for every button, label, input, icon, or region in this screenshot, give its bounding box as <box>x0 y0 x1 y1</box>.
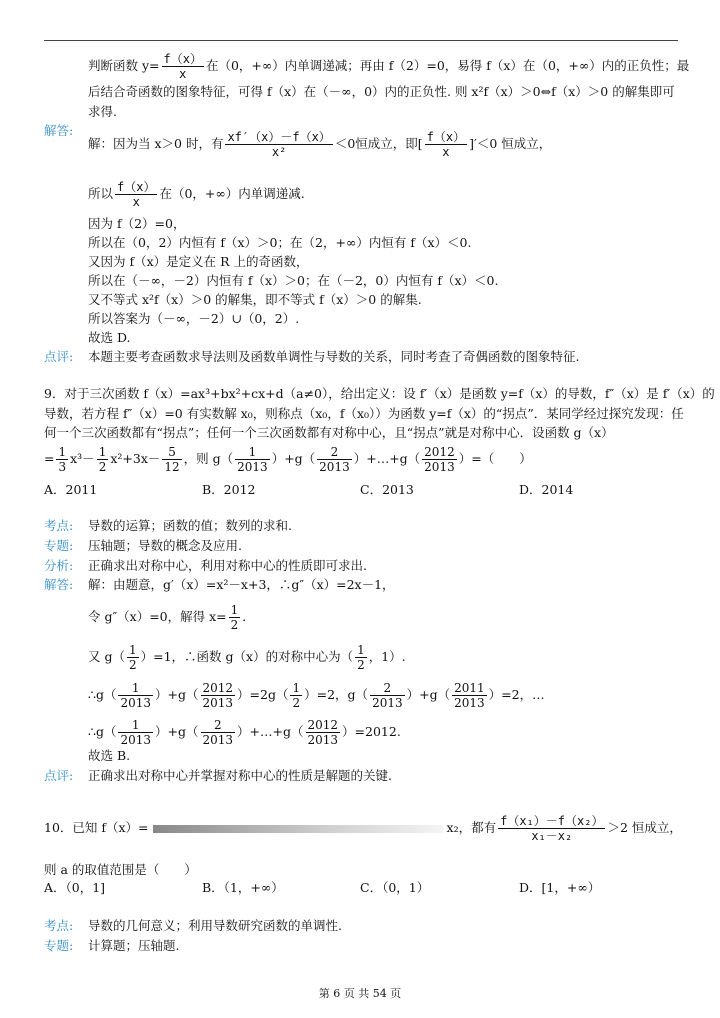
analysis-line-3: 求得. <box>88 104 117 119</box>
solution-label: 解答: <box>44 123 74 138</box>
q9-fenxi: 正确求出对称中心，利用对称中心的性质即可求出. <box>88 558 367 573</box>
comment-text: 本题主要考查函数求导法则及函数单调性与导数的关系，同时考查了奇偶函数的图象特征. <box>88 349 580 364</box>
q10-option-a: A．（0，1] <box>44 880 106 895</box>
solution-line-4: 所以在（0，2）内恒有 f（x）＞0；在（2，+∞）内恒有 f（x）＜0. <box>88 235 472 250</box>
q9-dianping-label: 点评: <box>44 768 74 783</box>
solution-line-7: 又不等式 x²f（x）＞0 的解集，即不等式 f（x）＞0 的解集. <box>88 292 422 307</box>
q10-zhuanti: 计算题；压轴题. <box>88 938 180 953</box>
q9-fenxi-label: 分析: <box>44 558 74 573</box>
comment-label: 点评: <box>44 349 74 364</box>
q9-solution-3: 又 g（ $\frac{1}{2}$ ）=1，∴函数 g（x）的对称中心为（ $\frac{1}{2}$ ，1）. <box>88 643 406 672</box>
q10-line-2: 则 a 的取值范围是（ ） <box>44 862 197 877</box>
solution-line-1: 解：因为当 x＞0 时，有 $\frac{xf'(x)-f(x)}{\text{x²}}$ ＜0恒成立，即[ $\frac{f(x)}{x}$ ]′＜0 恒成立， <box>88 130 552 159</box>
solution-line-2: 所以 $\frac{f(x)}{x}$ 在（0，+∞）内单调递减. <box>88 180 305 209</box>
solution-line-9: 故选 D. <box>88 330 131 345</box>
header-rule <box>44 40 678 41</box>
page-footer: 第 6 页 共 54 页 <box>318 987 402 1000</box>
q10-line-1: 10．已知 f（x）= x₂，都有 $\frac{\text{f（x₁）－f（x₂）}}{\text{x₁－x₂}}$ ＞2 恒成立， <box>44 814 682 843</box>
q10-kaodian: 导数的几何意义；利用导数研究函数的单调性. <box>88 918 342 933</box>
q10-option-c: C．（0，1） <box>360 880 430 895</box>
q9-solution-6: 故选 B. <box>88 748 131 763</box>
solution-line-6: 所以在（－∞，－2）内恒有 f（x）＞0；在（－2，0）内恒有 f（x）＜0. <box>88 273 499 288</box>
analysis-line-1: 判断函数 y= $\frac{f(x)}{x}$ 在（0，+∞）内单调递减；再由 f（2）=0，易得 f（x）在（0，+∞）内的正负性；最 <box>88 52 690 81</box>
q9-solution-4: ∴g（ $\frac{1}{2013}$ ）+g（ $\frac{2012}{2013}$ ）=2g（ $\frac{1}{2}$ ）=2，g（ $\frac{2}{2013}$ ）+g（ $\frac{2011}{2013}$ ）=2，… <box>88 681 545 710</box>
q10-zhuanti-label: 专题: <box>44 938 74 953</box>
q9-option-b: B．2012 <box>202 482 256 497</box>
solution-line-3: 因为 f（2）=0， <box>88 216 186 231</box>
q10-option-b: B．（1，+∞） <box>202 880 284 895</box>
q10-option-d: D．[1，+∞） <box>519 880 601 895</box>
analysis-line-2: 后结合奇函数的图象特征，可得 f（x）在（－∞，0）内的正负性. 则 x²f（x）＞0⇔f（x）＞0 的解集即可 <box>88 84 675 99</box>
q9-option-a: A．2011 <box>44 482 98 497</box>
q9-formula: = $\frac{1}{3}$ x³－ $\frac{1}{2}$ x²+3x－ $\frac{5}{12}$ ，则 g（ $\frac{1}{2013}$ ）+g（ $\frac{2}{2013}$ ）+…+g（ $\frac{2012}{2013}$ ）=（ ） <box>44 445 532 474</box>
q10-kaodian-label: 考点: <box>44 918 74 933</box>
solution-line-8: 所以答案为（－∞，－2）∪（0，2）. <box>88 311 300 326</box>
q9-line-1: 9．对于三次函数 f（x）=ax³+bx²+cx+d（a≠0），给出定义：设 f′（x）是函数 y=f（x）的导数，f″（x）是 f′（x）的 <box>44 386 715 401</box>
q9-kaodian: 导数的运算；函数的值；数列的求和. <box>88 518 292 533</box>
q9-dianping: 正确求出对称中心并掌握对称中心的性质是解题的关键. <box>88 768 392 783</box>
q9-option-d: D．2014 <box>519 482 574 497</box>
q9-jieda-label: 解答: <box>44 577 74 592</box>
q9-kaodian-label: 考点: <box>44 518 74 533</box>
q9-solution-2: 令 g″（x）=0，解得 x= $\frac{1}{2}$ ． <box>88 603 255 632</box>
solution-line-5: 又因为 f（x）是定义在 R 上的奇函数， <box>88 254 309 269</box>
q9-line-3: 何一个三次函数都有“拐点”；任何一个三次函数都有对称中心，且“拐点”就是对称中心．设函数 g（x） <box>44 425 614 440</box>
q9-zhuanti-label: 专题: <box>44 538 74 553</box>
q9-line-2: 导数，若方程 f″（x）=0 有实数解 x₀，则称点（x₀，f（x₀））为函数 y=f（x）的“拐点”．某同学经过探究发现：任 <box>44 406 684 421</box>
q9-option-c: C．2013 <box>360 482 414 497</box>
q9-solution-5: ∴g（ $\frac{1}{2013}$ ）+g（ $\frac{2}{2013}$ ）+…+g（ $\frac{2012}{2013}$ ）=2012. <box>88 718 401 747</box>
q9-zhuanti: 压轴题；导数的概念及应用. <box>88 538 242 553</box>
redacted-formula-bar <box>153 825 443 833</box>
q9-solution-1: 解：由题意，g′（x）=x²－x+3，∴g″（x）=2x－1， <box>88 577 395 592</box>
